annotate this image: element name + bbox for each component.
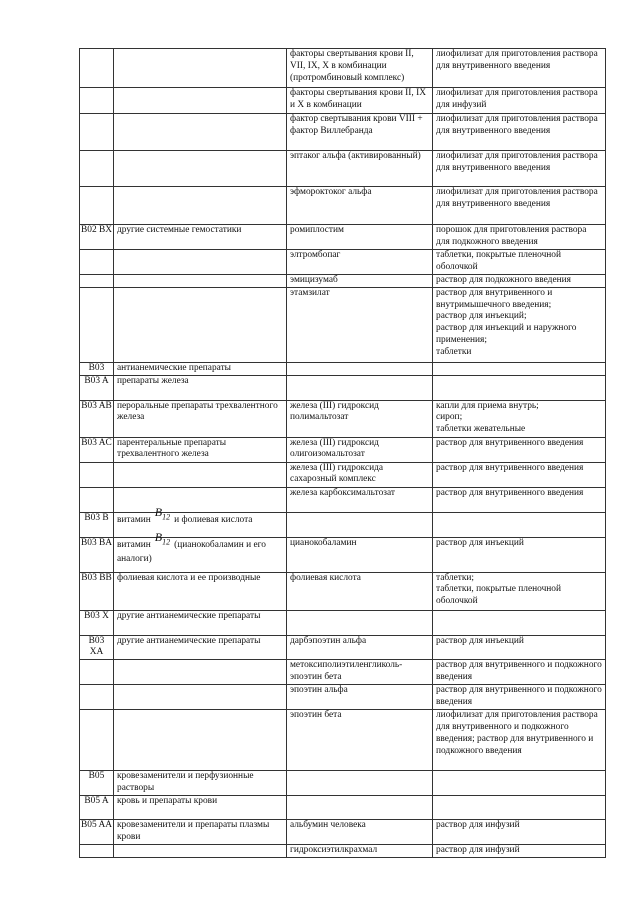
- drug-name-cell: цианокобаламин: [287, 537, 433, 572]
- drug-name-cell: [287, 375, 433, 400]
- table-row: [80, 88, 606, 114]
- vitamin-b12-formula: $B_{12}$: [154, 504, 171, 521]
- drug-name-cell: элтромбопаг: [287, 250, 433, 275]
- dosage-form-cell: таблетки, покрытые пленочной оболочкой: [433, 250, 606, 275]
- atc-code-cell: [80, 710, 114, 771]
- group-name-cell: [114, 487, 287, 512]
- dosage-form-cell: раствор для инфузий: [433, 845, 606, 858]
- group-name-cell: [114, 114, 287, 151]
- group-name-suffix: (цианокобаламин и его аналоги): [117, 539, 266, 564]
- dosage-form-cell: капли для приема внутрь; сироп; таблетки жевательные: [433, 400, 606, 437]
- atc-code-cell: [80, 275, 114, 288]
- atc-code-cell: B03 XA: [80, 635, 114, 660]
- dosage-form-cell: раствор для внутривенного введения: [433, 462, 606, 487]
- drug-name-cell: альбумин человека: [287, 820, 433, 845]
- dosage-form-cell: лиофилизат для приготовления раствора для внутривенного введения: [433, 114, 606, 151]
- group-name-cell: кровь и препараты крови: [114, 796, 287, 820]
- atc-code-cell: [80, 685, 114, 710]
- dosage-form-cell: [433, 610, 606, 635]
- atc-code-cell: B03 A: [80, 375, 114, 400]
- table-row: [80, 375, 606, 400]
- atc-code-cell: [80, 660, 114, 685]
- drug-name-cell: фактор свертывания крови VIII + фактор Виллебранда: [287, 114, 433, 151]
- drug-name-cell: ромиплостим: [287, 225, 433, 250]
- drug-name-cell: железа (III) гидроксид полимальтозат: [287, 400, 433, 437]
- drug-name-cell: эпоэтин альфа: [287, 685, 433, 710]
- drug-name-cell: дарбэпоэтин альфа: [287, 635, 433, 660]
- table-row: [80, 660, 606, 685]
- group-name-cell: [114, 845, 287, 858]
- atc-code-cell: [80, 287, 114, 362]
- group-name-cell: [114, 529, 287, 572]
- table-row: [80, 710, 606, 771]
- dosage-form-cell: лиофилизат для приготовления раствора для внутривенного введения: [433, 187, 606, 225]
- dosage-form-cell: раствор для подкожного введения: [433, 275, 606, 288]
- atc-code-cell: B05: [80, 771, 114, 796]
- table-row: [80, 437, 606, 462]
- table-row: [80, 287, 606, 362]
- group-name-cell: [114, 685, 287, 710]
- dosage-form-cell: таблетки; таблетки, покрытые пленочной оболочкой: [433, 572, 606, 610]
- drug-name-cell: факторы свертывания крови II, VII, IX, X в комбинации (протромбиновый комплекс): [287, 49, 433, 88]
- atc-code-cell: B05 A: [80, 796, 114, 820]
- group-name-cell: пероральные препараты трехвалентного железа: [114, 400, 287, 437]
- atc-code-cell: [80, 845, 114, 858]
- drug-name-cell: железа (III) гидроксида сахарозный комплекс: [287, 462, 433, 487]
- drug-name-cell: факторы свертывания крови II, IX и X в комбинации: [287, 88, 433, 114]
- group-name-cell: [114, 504, 287, 537]
- group-name-cell: кровезаменители и перфузионные растворы: [114, 771, 287, 796]
- dosage-form-cell: раствор для инфузий: [433, 820, 606, 845]
- drug-name-cell: [287, 362, 433, 375]
- dosage-form-cell: раствор для внутривенного введения: [433, 437, 606, 462]
- dosage-form-cell: лиофилизат для приготовления раствора для внутривенного введения: [433, 49, 606, 88]
- atc-code-cell: B03 BA: [80, 537, 114, 572]
- group-name-cell: антианемические препараты: [114, 362, 287, 375]
- drug-name-cell: [287, 796, 433, 820]
- table-row: [80, 635, 606, 660]
- group-name-cell: [114, 250, 287, 275]
- dosage-form-cell: порошок для приготовления раствора для подкожного введения: [433, 225, 606, 250]
- dosage-form-cell: раствор для внутривенного и внутримышечного введения; раствор для инъекций; раствор для инъекций и наружного применения; таблетки: [433, 287, 606, 362]
- dosage-form-cell: [433, 771, 606, 796]
- table-row: [80, 362, 606, 375]
- dosage-form-cell: лиофилизат для приготовления раствора для внутривенного и подкожного введения; раствор для внутривенного и подкожного введения: [433, 710, 606, 771]
- table-row: [80, 572, 606, 610]
- dosage-form-cell: [433, 512, 606, 537]
- group-name-cell: [114, 88, 287, 114]
- atc-code-cell: B03 B: [80, 512, 114, 537]
- drug-name-cell: железа карбоксимальтозат: [287, 487, 433, 512]
- dosage-form-cell: лиофилизат для приготовления раствора для инфузий: [433, 88, 606, 114]
- group-name-cell: другие антианемические препараты: [114, 635, 287, 660]
- drug-name-cell: [287, 771, 433, 796]
- vitamin-b12-formula: $B_{12}$: [154, 529, 171, 546]
- dosage-form-cell: [433, 362, 606, 375]
- table-row: [80, 796, 606, 820]
- drug-name-cell: гидроксиэтилкрахмал: [287, 845, 433, 858]
- drug-name-cell: железа (III) гидроксид олигоизомальтозат: [287, 437, 433, 462]
- atc-code-cell: [80, 250, 114, 275]
- drug-name-cell: метоксиполиэтиленгликоль-эпоэтин бета: [287, 660, 433, 685]
- dosage-form-cell: раствор для внутривенного введения: [433, 487, 606, 512]
- table-row: [80, 400, 606, 437]
- drug-name-cell: фолиевая кислота: [287, 572, 433, 610]
- group-name-cell: [114, 49, 287, 88]
- atc-code-cell: [80, 88, 114, 114]
- atc-code-cell: B03 X: [80, 610, 114, 635]
- table-row: [80, 771, 606, 796]
- table-row: [80, 537, 606, 572]
- group-name-cell: [114, 187, 287, 225]
- drug-name-cell: эптаког альфа (активированный): [287, 151, 433, 187]
- group-name-cell: другие системные гемостатики: [114, 225, 287, 250]
- group-name-cell: препараты железа: [114, 375, 287, 400]
- group-name-cell: другие антианемические препараты: [114, 610, 287, 635]
- group-name-cell: [114, 275, 287, 288]
- atc-code-cell: [80, 462, 114, 487]
- atc-code-cell: B02 BX: [80, 225, 114, 250]
- table-row: [80, 151, 606, 187]
- table-row: [80, 462, 606, 487]
- table-row: [80, 275, 606, 288]
- dosage-form-cell: раствор для инъекций: [433, 537, 606, 572]
- drug-name-cell: этамзилат: [287, 287, 433, 362]
- atc-code-cell: B03: [80, 362, 114, 375]
- table-row: [80, 685, 606, 710]
- group-name-cell: фолиевая кислота и ее производные: [114, 572, 287, 610]
- atc-code-cell: B03 BB: [80, 572, 114, 610]
- dosage-form-cell: [433, 375, 606, 400]
- group-name-cell: [114, 660, 287, 685]
- table-row: [80, 49, 606, 88]
- table-row: [80, 187, 606, 225]
- atc-code-cell: B05 AA: [80, 820, 114, 845]
- atc-code-cell: B03 AB: [80, 400, 114, 437]
- group-name-prefix: витамин: [117, 514, 151, 525]
- dosage-form-cell: раствор для внутривенного и подкожного введения: [433, 685, 606, 710]
- table-row: [80, 114, 606, 151]
- group-name-cell: кровезаменители и препараты плазмы крови: [114, 820, 287, 845]
- dosage-form-cell: раствор для внутривенного и подкожного введения: [433, 660, 606, 685]
- group-name-cell: [114, 151, 287, 187]
- group-name-cell: парентеральные препараты трехвалентного железа: [114, 437, 287, 462]
- atc-code-cell: [80, 151, 114, 187]
- drug-name-cell: эфмороктоког альфа: [287, 187, 433, 225]
- atc-code-cell: [80, 49, 114, 88]
- atc-code-cell: [80, 187, 114, 225]
- group-name-suffix: и фолиевая кислота: [174, 514, 253, 525]
- group-name-cell: [114, 287, 287, 362]
- dosage-form-cell: [433, 796, 606, 820]
- table-body: [80, 49, 606, 858]
- group-name-cell: [114, 462, 287, 487]
- table-row: [80, 820, 606, 845]
- drug-name-cell: [287, 512, 433, 537]
- drug-name-cell: эмицизумаб: [287, 275, 433, 288]
- drug-list-table: [79, 48, 606, 858]
- table-row: [80, 610, 606, 635]
- table-row: [80, 250, 606, 275]
- atc-code-cell: B03 AC: [80, 437, 114, 462]
- drug-name-cell: [287, 610, 433, 635]
- dosage-form-cell: лиофилизат для приготовления раствора для внутривенного введения: [433, 151, 606, 187]
- atc-code-cell: [80, 114, 114, 151]
- drug-name-cell: эпоэтин бета: [287, 710, 433, 771]
- atc-code-cell: [80, 487, 114, 512]
- table-row: [80, 845, 606, 858]
- table-row: [80, 225, 606, 250]
- group-name-prefix: витамин: [117, 539, 151, 550]
- group-name-cell: [114, 710, 287, 771]
- dosage-form-cell: раствор для инъекций: [433, 635, 606, 660]
